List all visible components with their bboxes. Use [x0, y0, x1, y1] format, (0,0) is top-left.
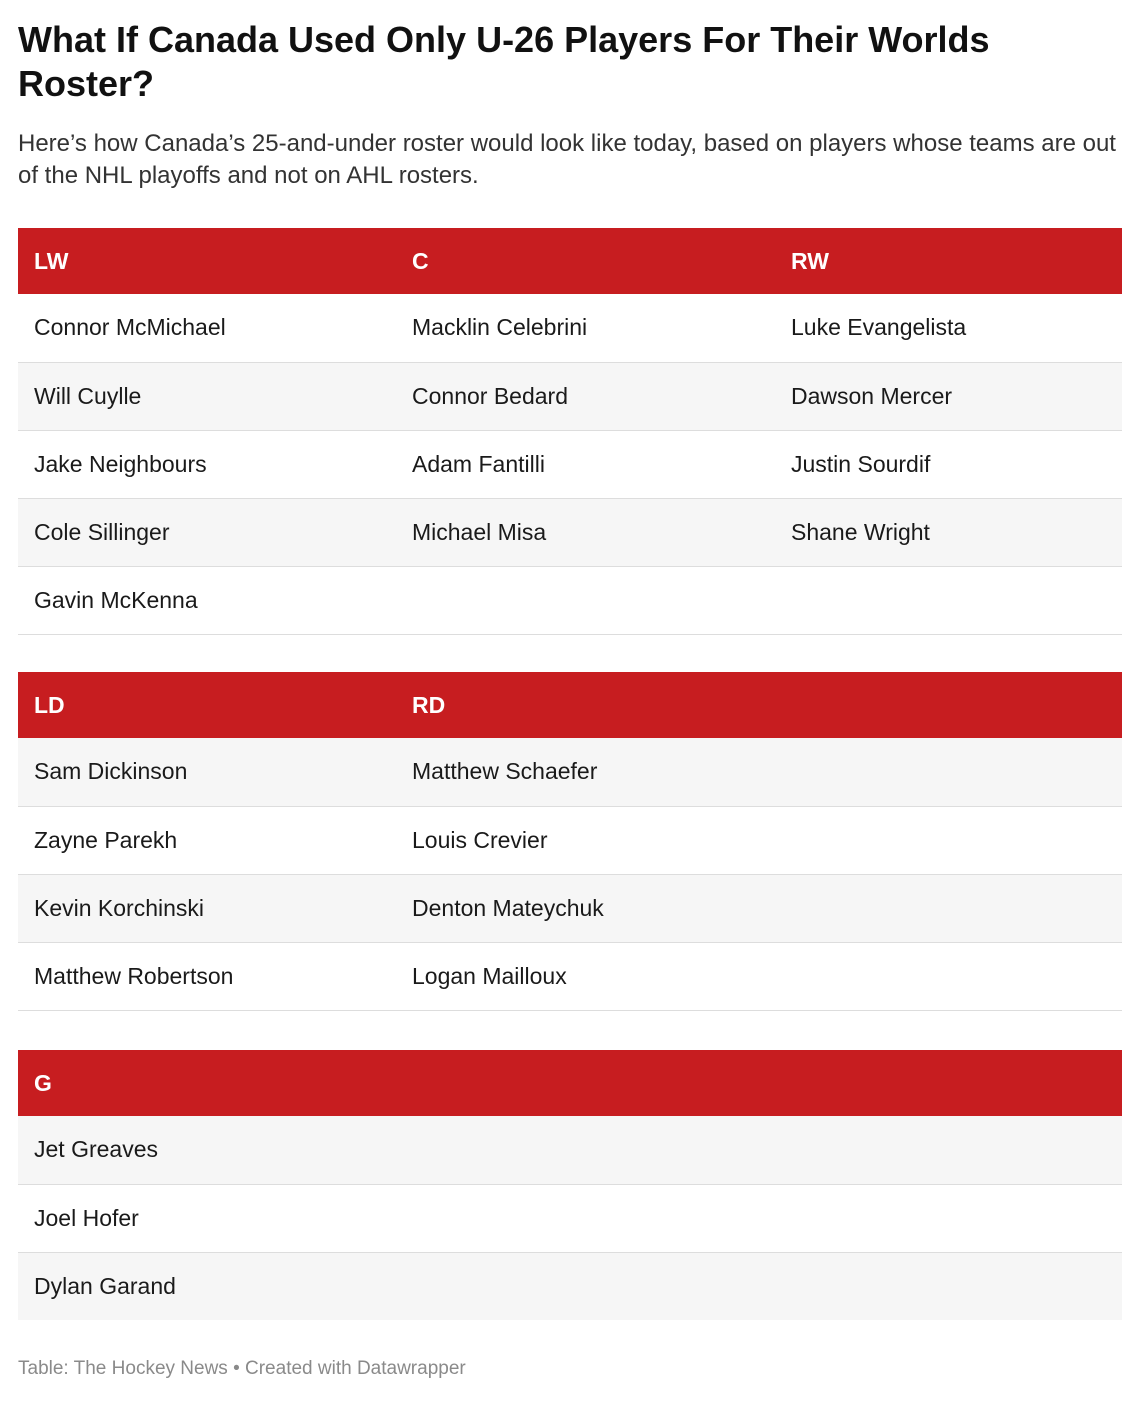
header-rw: RW	[775, 228, 1122, 294]
player-cell	[775, 806, 1122, 874]
header-ld: LD	[18, 672, 396, 738]
player-cell: Logan Mailloux	[396, 942, 775, 1010]
goalies-header-row	[18, 1050, 1122, 1116]
table-row	[18, 942, 1122, 1010]
table-row	[18, 1116, 1122, 1184]
player-cell	[775, 1116, 1122, 1184]
player-cell: Cole Sillinger	[18, 498, 396, 566]
player-cell: Will Cuylle	[18, 362, 396, 430]
table-row	[18, 1252, 1122, 1320]
player-cell: Dawson Mercer	[775, 362, 1122, 430]
player-cell	[775, 874, 1122, 942]
player-cell: Justin Sourdif	[775, 430, 1122, 498]
player-cell: Shane Wright	[775, 498, 1122, 566]
player-cell: Connor Bedard	[396, 362, 775, 430]
player-cell: Louis Crevier	[396, 806, 775, 874]
player-cell	[775, 1184, 1122, 1252]
forwards-header-row	[18, 228, 1122, 294]
player-cell	[396, 566, 775, 634]
table-row	[18, 362, 1122, 430]
player-cell	[775, 942, 1122, 1010]
player-cell	[396, 1184, 775, 1252]
table-row	[18, 806, 1122, 874]
table-row	[18, 294, 1122, 362]
forwards-table	[18, 228, 1122, 635]
header-c: C	[396, 228, 775, 294]
player-cell: Sam Dickinson	[18, 738, 396, 806]
player-cell	[775, 566, 1122, 634]
player-cell	[775, 1252, 1122, 1320]
table-row	[18, 566, 1122, 634]
player-cell: Kevin Korchinski	[18, 874, 396, 942]
player-cell: Matthew Schaefer	[396, 738, 775, 806]
player-cell: Gavin McKenna	[18, 566, 396, 634]
table-row	[18, 1184, 1122, 1252]
table-row	[18, 430, 1122, 498]
header-empty	[775, 1050, 1122, 1116]
page-description: Here’s how Canada’s 25-and-under roster would look like today, based on players whose teams are out of the NHL playoffs and not on AHL rosters.	[18, 130, 1116, 189]
player-cell: Joel Hofer	[18, 1184, 396, 1252]
page-title: What If Canada Used Only U-26 Players For Their Worlds Roster?	[18, 19, 990, 104]
player-cell: Jake Neighbours	[18, 430, 396, 498]
player-cell: Dylan Garand	[18, 1252, 396, 1320]
player-cell	[396, 1116, 775, 1184]
source-footer: Table: The Hockey News • Created with Datawrapper	[18, 1358, 466, 1379]
defense-table	[18, 672, 1122, 1011]
player-cell: Denton Mateychuk	[396, 874, 775, 942]
player-cell: Zayne Parekh	[18, 806, 396, 874]
player-cell: Michael Misa	[396, 498, 775, 566]
player-cell	[775, 738, 1122, 806]
player-cell: Jet Greaves	[18, 1116, 396, 1184]
player-cell: Luke Evangelista	[775, 294, 1122, 362]
goalies-table	[18, 1050, 1122, 1320]
player-cell: Matthew Robertson	[18, 942, 396, 1010]
header-rd: RD	[396, 672, 775, 738]
table-row	[18, 738, 1122, 806]
header-lw: LW	[18, 228, 396, 294]
table-row	[18, 874, 1122, 942]
header-empty	[396, 1050, 775, 1116]
player-cell	[396, 1252, 775, 1320]
table-row	[18, 498, 1122, 566]
player-cell: Connor McMichael	[18, 294, 396, 362]
defense-header-row	[18, 672, 1122, 738]
header-empty	[775, 672, 1122, 738]
header-g: G	[18, 1050, 396, 1116]
player-cell: Macklin Celebrini	[396, 294, 775, 362]
player-cell: Adam Fantilli	[396, 430, 775, 498]
